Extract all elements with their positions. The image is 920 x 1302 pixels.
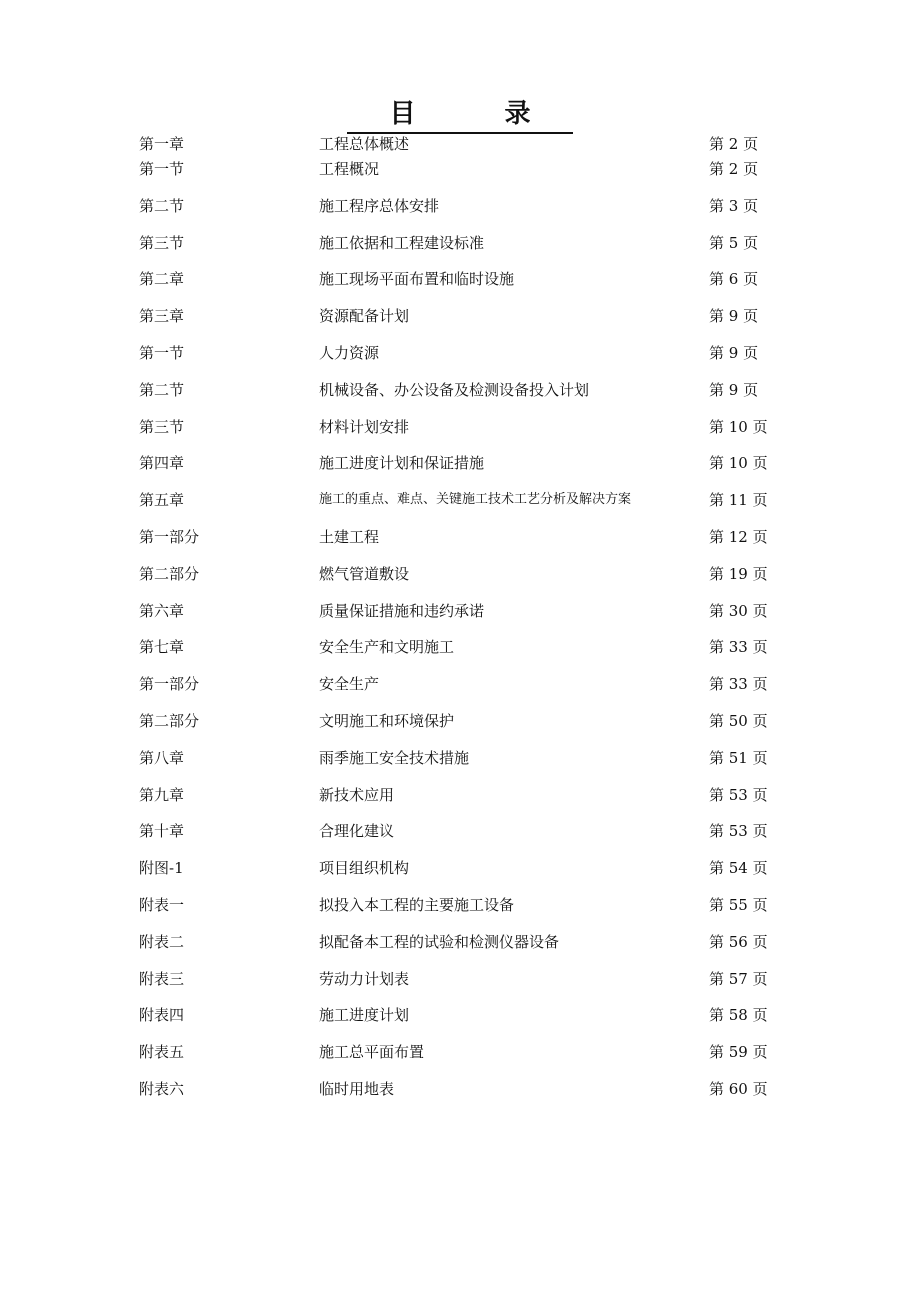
toc-entry	[0, 415, 920, 452]
toc-entry-page: 第 6 页	[709, 270, 759, 289]
toc-entry-number: 第三章	[139, 307, 185, 326]
toc-entry-label: 质量保证措施和违约承诺	[319, 601, 485, 620]
toc-entry	[0, 672, 920, 709]
toc-entry	[0, 599, 920, 636]
toc-entry-page: 第 56 页	[709, 932, 768, 951]
toc-entry-label: 人力资源	[319, 343, 380, 362]
toc-entry	[0, 967, 920, 1004]
toc-entry-label: 材料计划安排	[319, 417, 410, 436]
toc-entry	[0, 525, 920, 562]
toc-entry-number: 第四章	[139, 454, 185, 473]
toc-entry-page: 第 11 页	[709, 491, 768, 510]
toc-entry-label: 施工依据和工程建设标准	[319, 233, 485, 252]
toc-entry-number: 第七章	[139, 638, 185, 657]
toc-entry-number: 附表五	[139, 1043, 185, 1062]
toc-entry-page: 第 3 页	[709, 196, 759, 215]
toc-entry-label: 合理化建议	[319, 822, 395, 841]
toc-entry-number: 第五章	[139, 491, 185, 510]
toc-entry-number: 第三节	[139, 417, 185, 436]
toc-entry	[0, 783, 920, 820]
toc-entry-number: 附表三	[139, 969, 185, 988]
toc-entry-page: 第 10 页	[709, 417, 768, 436]
toc-entry-label: 土建工程	[319, 527, 380, 546]
toc-entry-page: 第 51 页	[709, 748, 768, 767]
toc-entry-label: 施工总平面布置	[319, 1043, 425, 1062]
toc-entry-page: 第 58 页	[709, 1006, 768, 1025]
toc-entry-number: 第三节	[139, 233, 185, 252]
toc-entry-label: 雨季施工安全技术措施	[319, 748, 470, 767]
toc-entry	[0, 132, 920, 157]
toc-entry-label: 施工程序总体安排	[319, 196, 440, 215]
toc-entry-number: 第九章	[139, 785, 185, 804]
toc-entry	[0, 819, 920, 856]
toc-entry-page: 第 54 页	[709, 859, 768, 878]
toc-entry-page: 第 33 页	[709, 675, 768, 694]
toc-entry	[0, 231, 920, 268]
toc-entry-label: 安全生产和文明施工	[319, 638, 455, 657]
toc-entry-label: 施工现场平面布置和临时设施	[319, 270, 515, 289]
toc-entry-label: 新技术应用	[319, 785, 395, 804]
toc-entry-page: 第 19 页	[709, 564, 768, 583]
toc-entry-label: 施工进度计划和保证措施	[319, 454, 485, 473]
toc-entry-number: 附表四	[139, 1006, 185, 1025]
toc-entry-number: 附图-1	[139, 859, 184, 878]
toc-entry	[0, 157, 920, 194]
toc-entry	[0, 267, 920, 304]
toc-entry-number: 第六章	[139, 601, 185, 620]
toc-title	[0, 96, 920, 134]
toc-entry	[0, 451, 920, 488]
toc-entry-number: 附表一	[139, 895, 185, 914]
toc-entry-label: 拟配备本工程的试验和检测仪器设备	[319, 932, 560, 951]
toc-entry	[0, 709, 920, 746]
toc-entry-page: 第 30 页	[709, 601, 768, 620]
toc-entry-page: 第 9 页	[709, 380, 759, 399]
toc-entry-label: 临时用地表	[319, 1079, 395, 1098]
toc-entry	[0, 1077, 920, 1114]
toc-entry-label: 工程总体概述	[319, 135, 410, 153]
toc-entry-number: 第二部分	[139, 711, 200, 730]
toc-entry-page: 第 9 页	[709, 307, 759, 326]
toc-entry-label: 施工进度计划	[319, 1006, 410, 1025]
toc-entry	[0, 341, 920, 378]
toc-entry	[0, 930, 920, 967]
toc-entry	[0, 562, 920, 599]
toc-entry-number: 第二节	[139, 196, 185, 215]
toc-entry-number: 第八章	[139, 748, 185, 767]
toc-entry-label: 劳动力计划表	[319, 969, 410, 988]
toc-entry-number: 第一节	[139, 160, 185, 178]
toc-entry-label: 机械设备、办公设备及检测设备投入计划	[319, 380, 590, 399]
toc-title-text: 目 录	[347, 96, 572, 134]
toc-entry-label: 资源配备计划	[319, 307, 410, 326]
toc-entry-page: 第 2 页	[709, 160, 759, 178]
toc-entry-page: 第 57 页	[709, 969, 768, 988]
toc-entry-page: 第 2 页	[709, 135, 759, 153]
toc-entry-number: 第二部分	[139, 564, 200, 583]
toc-entry-page: 第 50 页	[709, 711, 768, 730]
toc-entry-number: 第一章	[139, 135, 185, 153]
toc-entry-label: 项目组织机构	[319, 859, 410, 878]
toc-entry-page: 第 5 页	[709, 233, 759, 252]
toc-entry-page: 第 10 页	[709, 454, 768, 473]
toc-entry-label: 施工的重点、难点、关键施工技术工艺分析及解决方案	[319, 492, 632, 508]
toc-entry-label: 安全生产	[319, 675, 380, 694]
toc-entry	[0, 304, 920, 341]
toc-list	[0, 132, 920, 1114]
toc-entry	[0, 746, 920, 783]
toc-entry-page: 第 33 页	[709, 638, 768, 657]
toc-entry-number: 第十章	[139, 822, 185, 841]
toc-entry-number: 第二章	[139, 270, 185, 289]
toc-entry-page: 第 53 页	[709, 822, 768, 841]
toc-entry-label: 拟投入本工程的主要施工设备	[319, 895, 515, 914]
toc-entry	[0, 1003, 920, 1040]
toc-entry-page: 第 60 页	[709, 1079, 768, 1098]
toc-entry	[0, 378, 920, 415]
toc-entry	[0, 194, 920, 231]
toc-entry-page: 第 9 页	[709, 343, 759, 362]
toc-entry-page: 第 59 页	[709, 1043, 768, 1062]
toc-entry-label: 文明施工和环境保护	[319, 711, 455, 730]
toc-entry-number: 第二节	[139, 380, 185, 399]
toc-entry-page: 第 53 页	[709, 785, 768, 804]
toc-entry-page: 第 12 页	[709, 527, 768, 546]
toc-entry-label: 工程概况	[319, 160, 380, 178]
toc-entry-number: 第一部分	[139, 527, 200, 546]
toc-entry	[0, 1040, 920, 1077]
toc-entry	[0, 488, 920, 525]
toc-entry-page: 第 55 页	[709, 895, 768, 914]
toc-entry-number: 附表二	[139, 932, 185, 951]
toc-entry-number: 第一部分	[139, 675, 200, 694]
toc-entry	[0, 893, 920, 930]
toc-entry	[0, 856, 920, 893]
toc-entry	[0, 635, 920, 672]
toc-entry-label: 燃气管道敷设	[319, 564, 410, 583]
toc-entry-number: 第一节	[139, 343, 185, 362]
toc-entry-number: 附表六	[139, 1079, 185, 1098]
